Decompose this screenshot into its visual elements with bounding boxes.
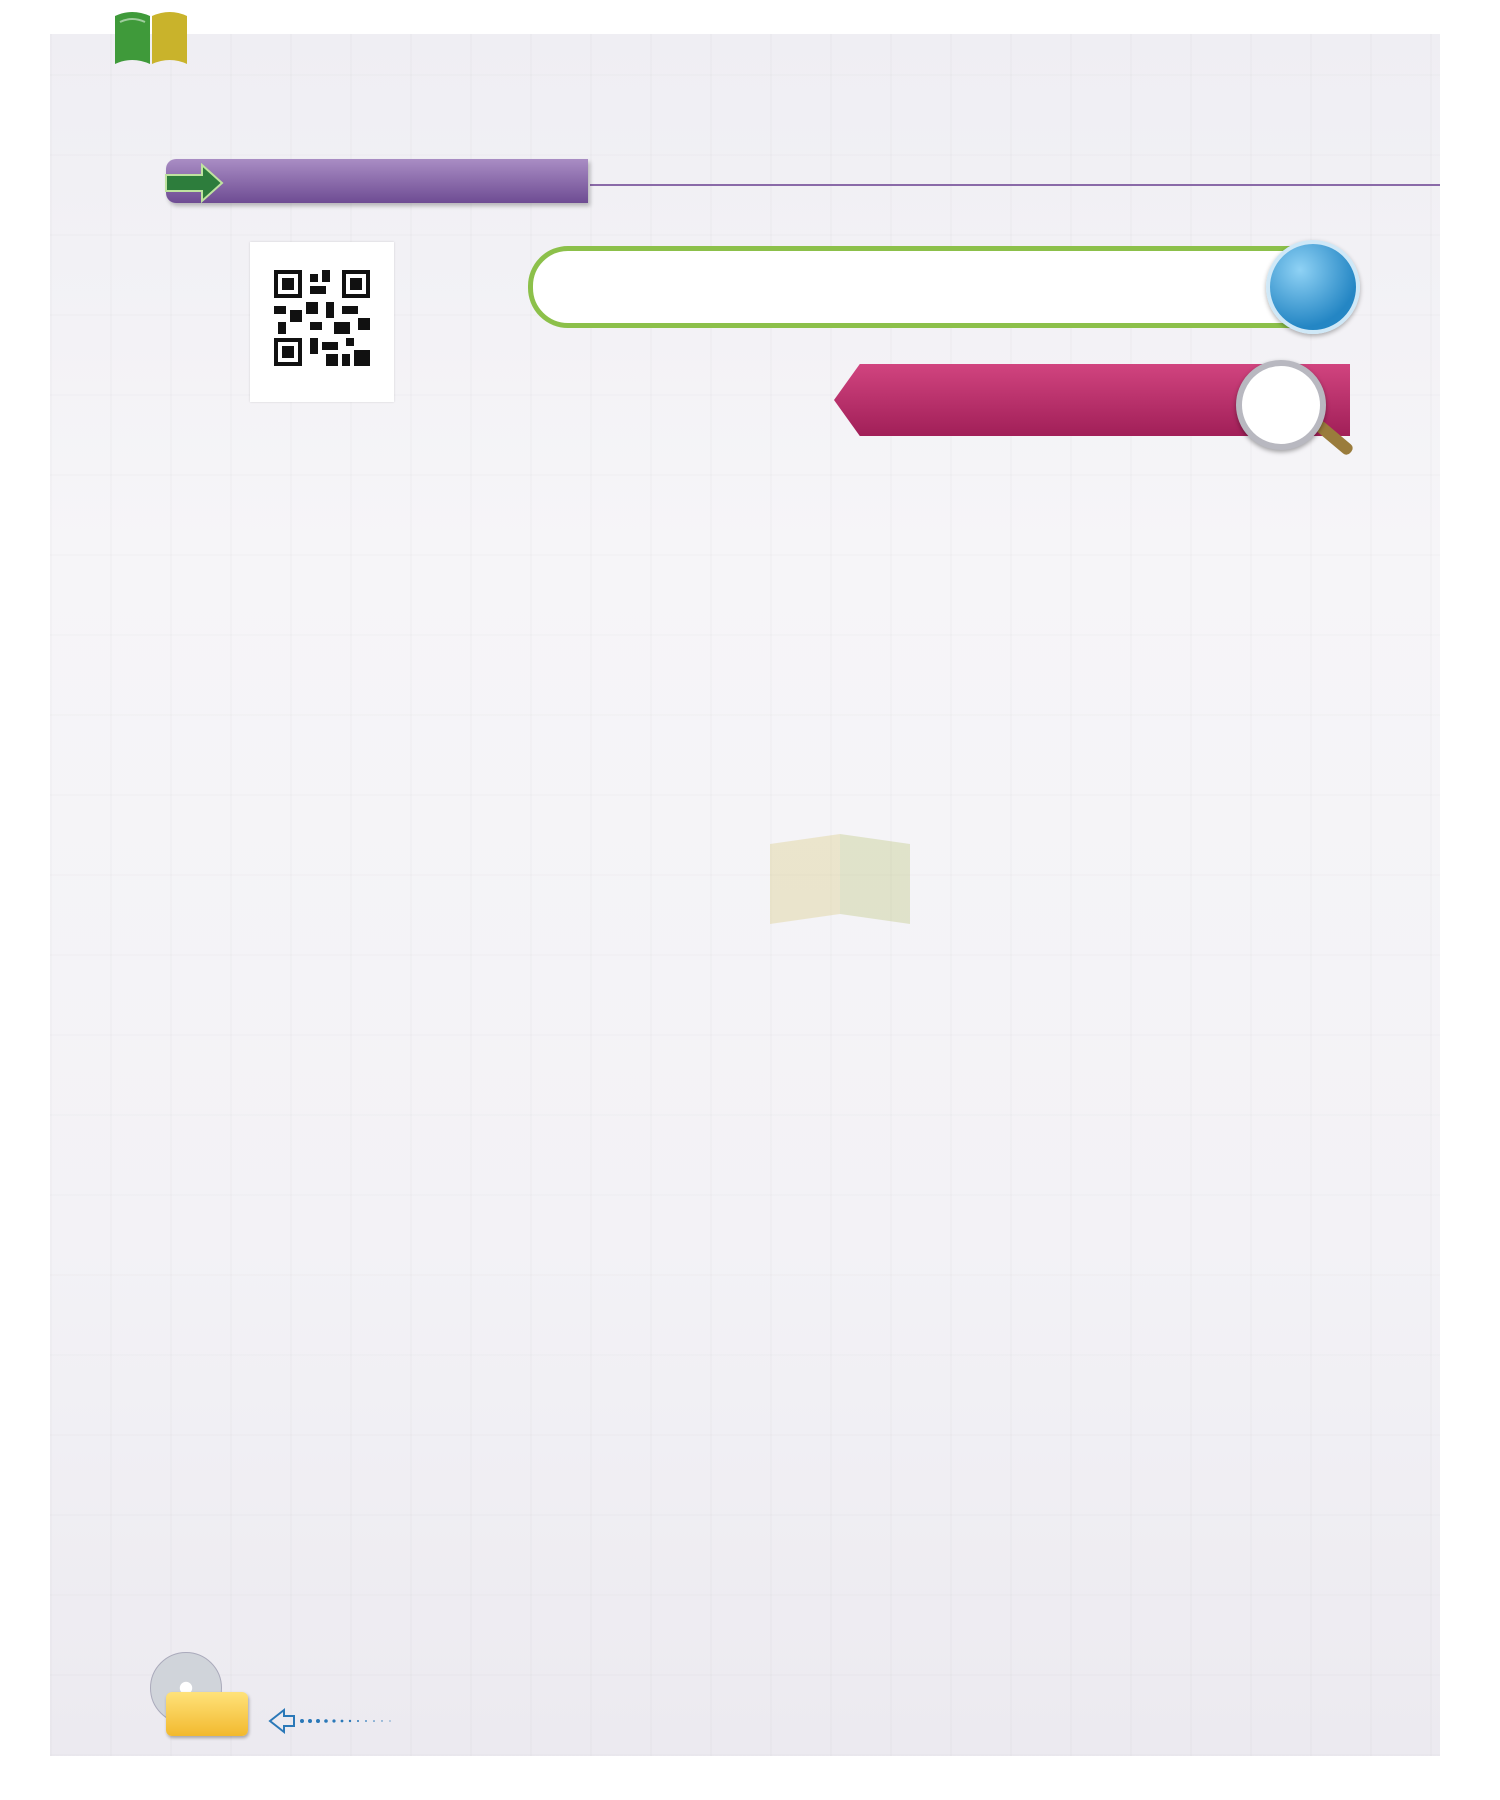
section-header [528,246,1344,328]
page [50,34,1440,1756]
watermark-logo [570,834,910,954]
arrow-left-icon [268,1706,398,1736]
chapter-band [166,159,588,203]
subsection-number [1236,360,1326,450]
qr-code-icon [274,270,370,366]
folder-icon [166,1692,248,1736]
chapter-rule [590,184,1440,186]
wajeb-logo[interactable] [10,4,195,66]
qr-card[interactable] [250,242,394,402]
arrow-right-icon [162,163,226,203]
open-book-icon [112,8,190,66]
section-number [1266,240,1360,334]
